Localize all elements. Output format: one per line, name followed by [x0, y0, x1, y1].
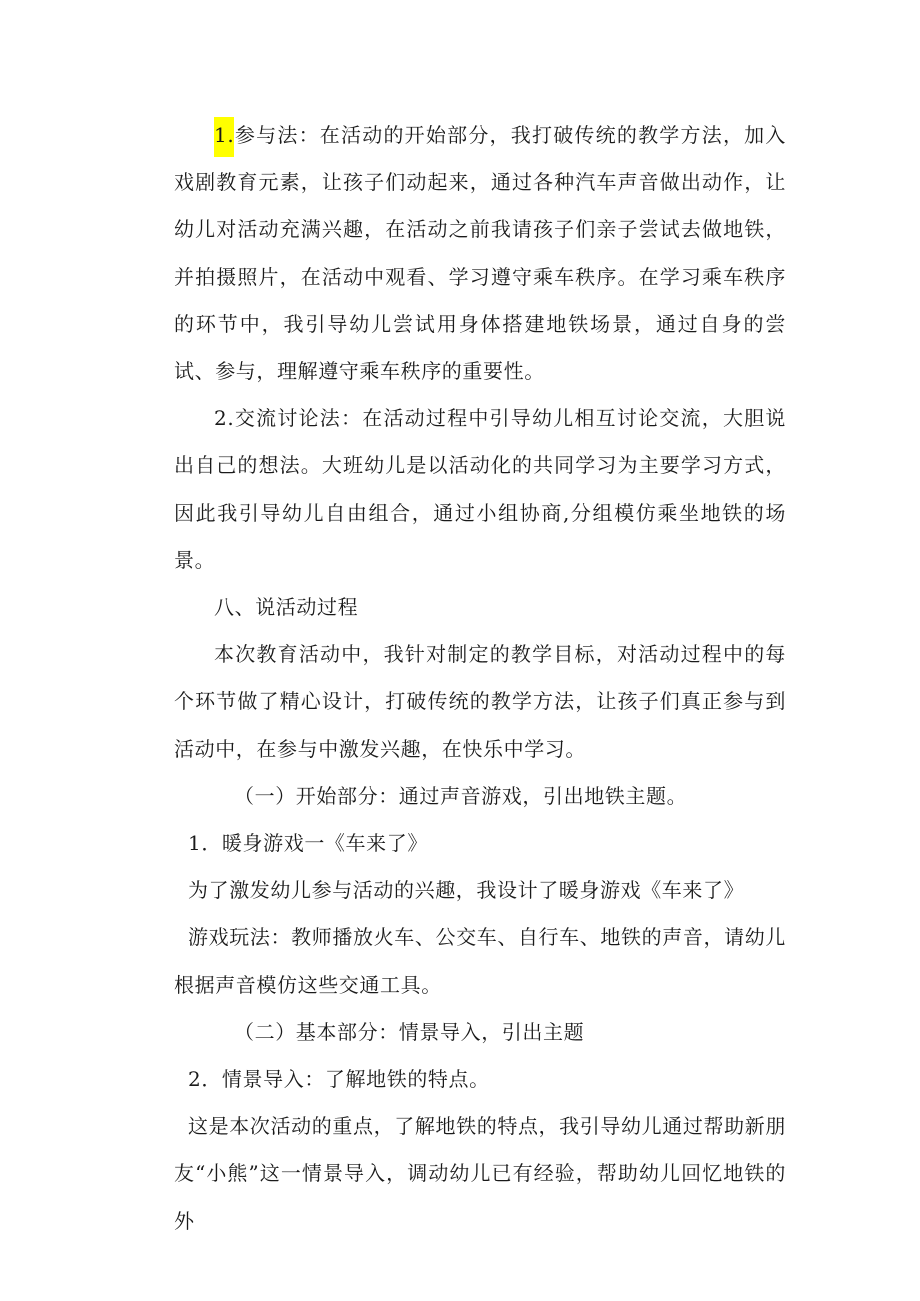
paragraph-activity-focus: 这是本次活动的重点，了解地铁的特点，我引导幼儿通过帮助新朋友“小熊”这一情景导入，调动幼儿已有经验，帮助幼儿回忆地铁的外 — [174, 1114, 786, 1233]
paragraph-activity-overview: 本次教育活动中，我针对制定的教学目标，对活动过程中的每个环节做了精心设计，打破传统的教学方法，让孩子们真正参与到活动中，在参与中激发兴趣，在快乐中学习。 — [174, 642, 786, 761]
item-scenario-introduction: 2．情景导入：了解地铁的特点。 — [188, 1067, 490, 1092]
document-body — [174, 112, 786, 1245]
paragraph-participation-method — [174, 112, 786, 395]
subheading-basic-part: （二）基本部分：情景导入，引出主题 — [234, 1019, 585, 1044]
paragraph-game-rules: 游戏玩法：教师播放火车、公交车、自行车、地铁的声音，请幼儿根据声音模仿这些交通工具。 — [174, 925, 786, 997]
paragraph-text: 参与法：在活动的开始部分，我打破传统的教学方法，加入戏剧教育元素，让孩子们动起来，通过各种汽车声音做出动作，让幼儿对活动充满兴趣，在活动之前我请孩子们亲子尝试去做地铁，并拍摄照片，在活动中观看、学习遵守乘车秩序。在学习乘车秩序的环节中，我引导幼儿尝试用身体搭建地铁场景，通过自身的尝试、参与，理解遵守乘车秩序的重要性。 — [174, 123, 786, 384]
section-heading-activity-process: 八、说活动过程 — [214, 595, 359, 620]
item-warmup-game: 1．暖身游戏一《车来了》 — [188, 831, 428, 856]
paragraph-discussion-method: 2.交流讨论法：在活动过程中引导幼儿相互讨论交流，大胆说出自己的想法。大班幼儿是以活动化的共同学习为主要学习方式，因此我引导幼儿自由组合，通过小组协商,分组模仿乘坐地铁的场景。 — [174, 406, 786, 572]
subheading-opening-part: （一）开始部分：通过声音游戏，引出地铁主题。 — [234, 783, 688, 808]
paragraph-warmup-purpose: 为了激发幼儿参与活动的兴趣，我设计了暖身游戏《车来了》 — [188, 878, 745, 903]
highlighted-list-marker: 1. — [214, 117, 234, 157]
